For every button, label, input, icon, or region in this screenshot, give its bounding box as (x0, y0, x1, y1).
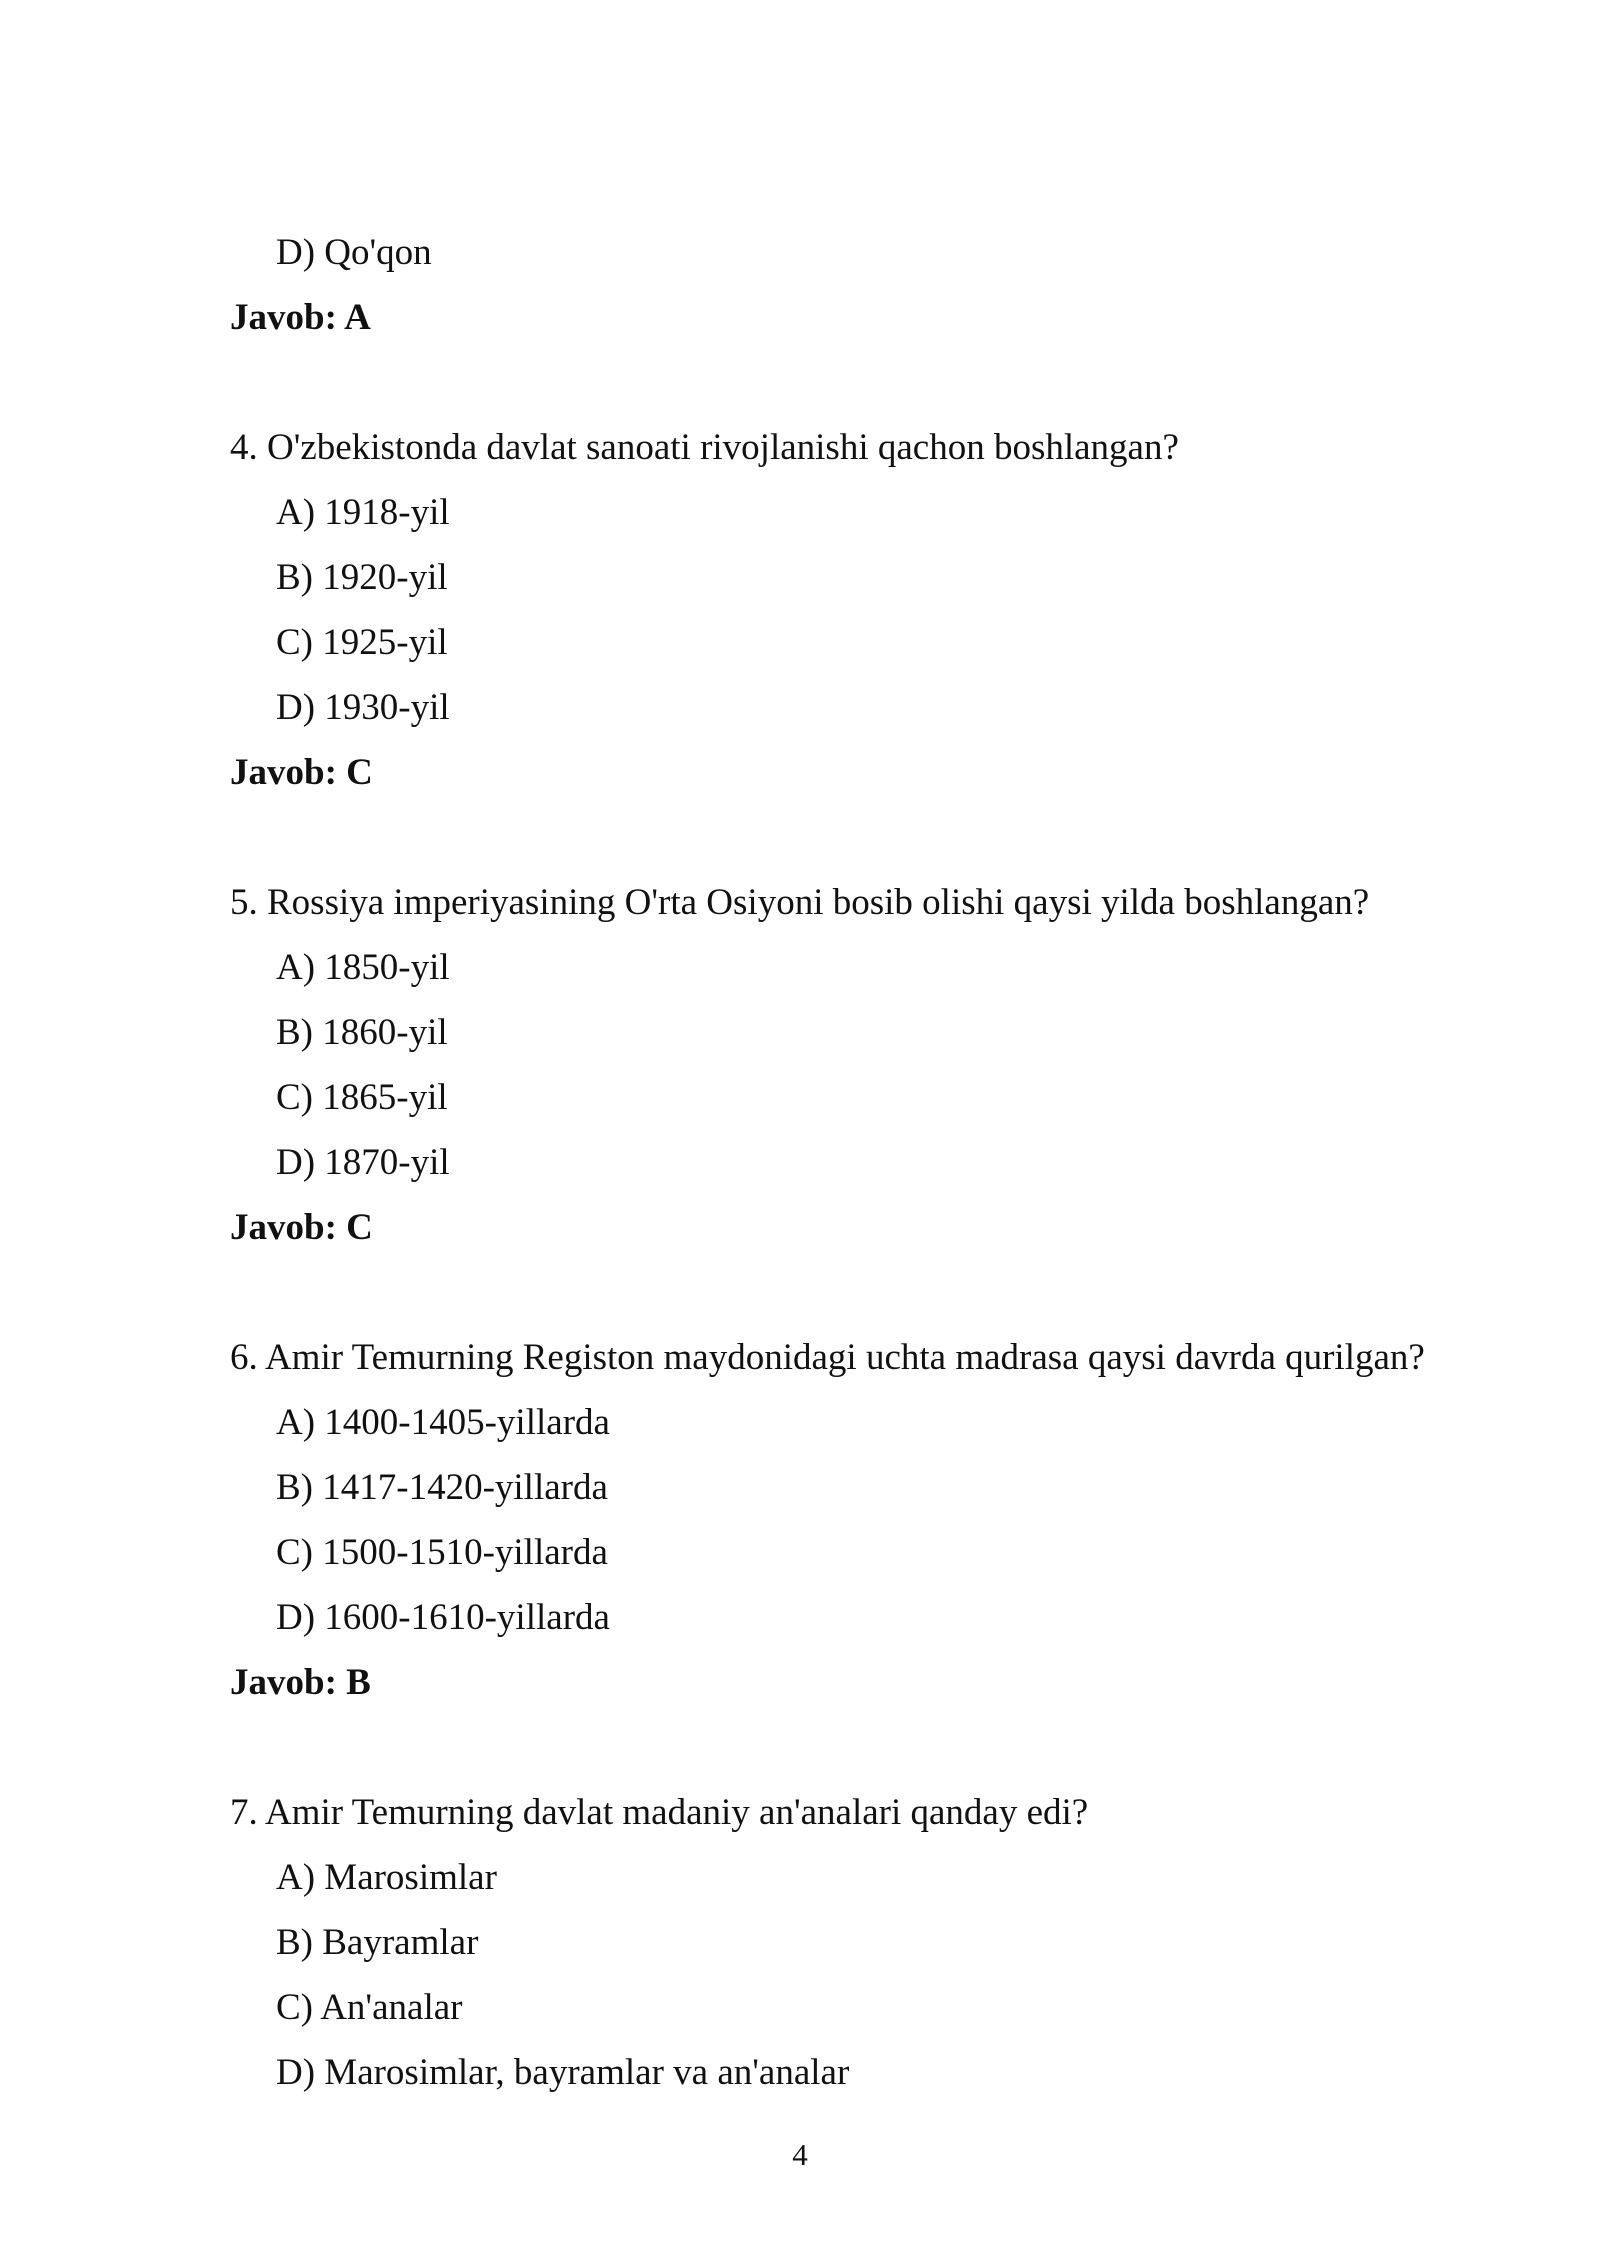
question-3-answer: Javob: A (230, 297, 371, 338)
question-4-option-b: B) 1920-yil (276, 557, 448, 598)
question-6-answer: Javob: B (230, 1662, 371, 1703)
question-7-option-c: C) An'analar (276, 1987, 463, 2028)
question-6-option-d: D) 1600-1610-yillarda (276, 1597, 610, 1638)
spacer (230, 805, 1520, 870)
question-5-option-a: A) 1850-yil (276, 947, 450, 988)
question-5-answer: Javob: C (230, 1207, 373, 1248)
question-6-option-a: A) 1400-1405-yillarda (276, 1402, 610, 1443)
question-6-option-c: C) 1500-1510-yillarda (276, 1532, 608, 1573)
question-5-option-b: B) 1860-yil (276, 1012, 448, 1053)
question-4-option-d: D) 1930-yil (276, 687, 450, 728)
question-4-option-a: A) 1918-yil (276, 492, 450, 533)
spacer (230, 350, 1520, 415)
question-6-option-b: B) 1417-1420-yillarda (276, 1467, 608, 1508)
question-7 (230, 1780, 1520, 2105)
page-number: 4 (792, 2137, 808, 2172)
question-5-option-c: C) 1865-yil (276, 1077, 448, 1118)
quiz-content (230, 220, 1520, 2105)
question-5 (230, 870, 1520, 1260)
question-7-option-d: D) Marosimlar, bayramlar va an'analar (276, 2052, 850, 2093)
spacer (230, 1260, 1520, 1325)
question-7-text: 7. Amir Temurning davlat madaniy an'analari qanday edi? (230, 1792, 1089, 1833)
question-6-text: 6. Amir Temurning Registon maydonidagi uchta madrasa qaysi davrda qurilgan? (230, 1337, 1425, 1378)
question-5-text: 5. Rossiya imperiyasining O'rta Osiyoni bosib olishi qaysi yilda boshlangan? (230, 882, 1370, 923)
question-7-option-b: B) Bayramlar (276, 1922, 479, 1963)
question-5-option-d: D) 1870-yil (276, 1142, 450, 1183)
spacer (230, 1715, 1520, 1780)
question-7-option-a: A) Marosimlar (276, 1857, 497, 1898)
question-6 (230, 1325, 1520, 1715)
question-4-option-c: C) 1925-yil (276, 622, 448, 663)
question-4-answer: Javob: C (230, 752, 373, 793)
question-4 (230, 415, 1520, 805)
question-3-option-d: D) Qo'qon (276, 232, 432, 273)
question-4-text: 4. O'zbekistonda davlat sanoati rivojlanishi qachon boshlangan? (230, 427, 1179, 468)
